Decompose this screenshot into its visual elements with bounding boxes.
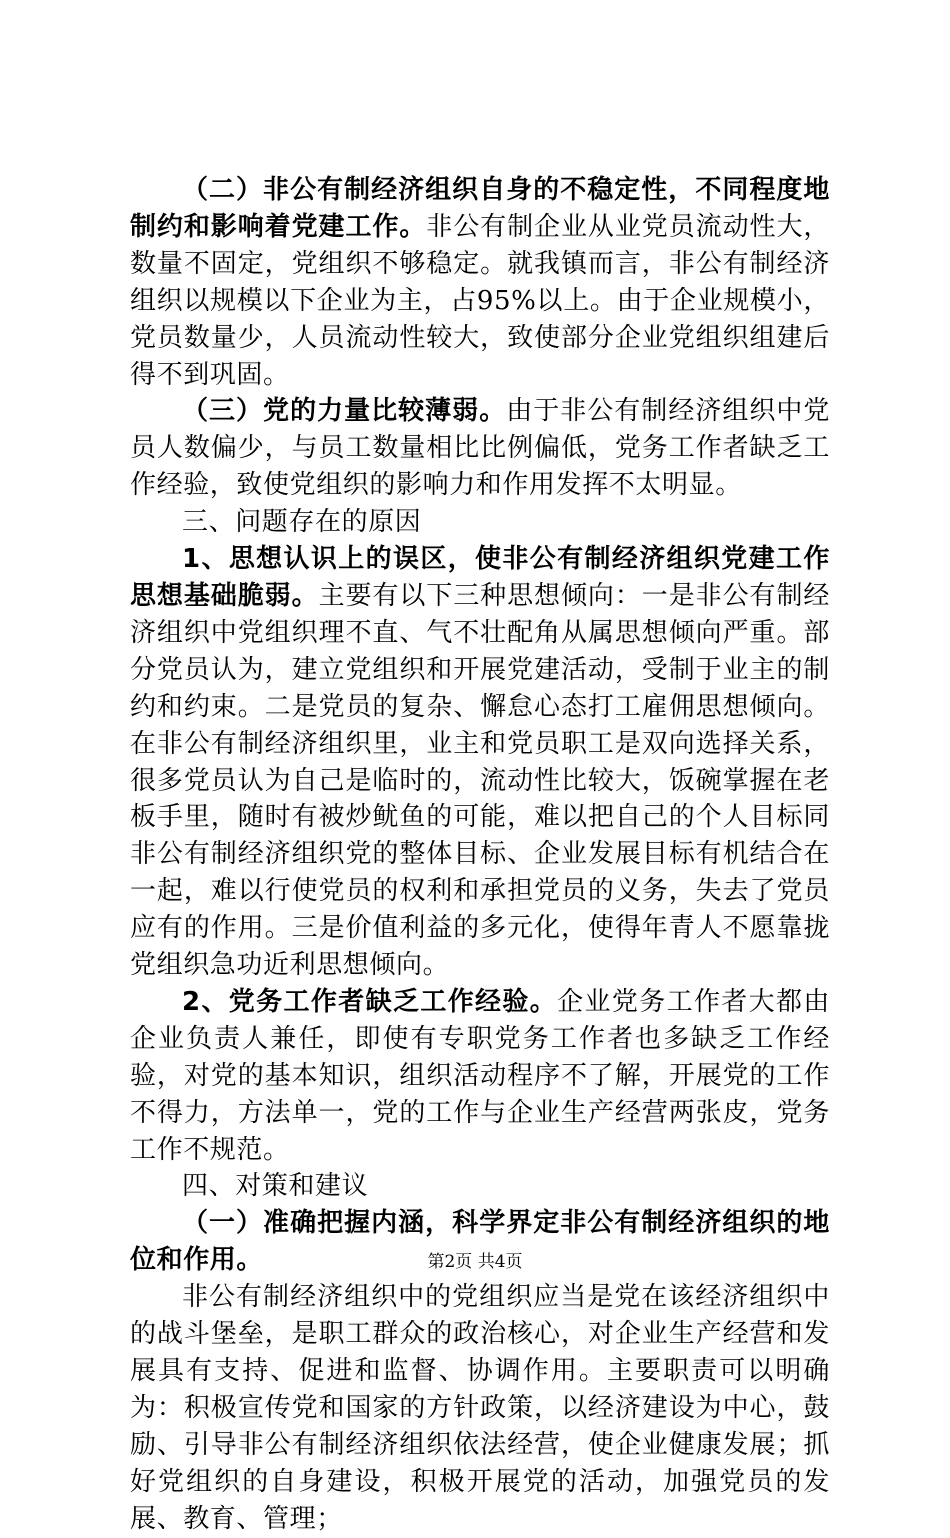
paragraph-weak-force: [130, 393, 830, 504]
paragraph-text: 由于非公有制经济组织中党员人数偏少，与员工数量相比比例偏低，党务工作者缺乏工作经验，致使党组织的影响力和作用发挥不太明显。: [130, 396, 831, 501]
paragraph-lead: （三）党的力量比较薄弱。: [182, 396, 507, 427]
paragraph-lead: （二）非公有制经济组织自身的不稳定性，不同程度地制约和影响着党建工作。: [130, 175, 830, 242]
paragraph-lead: 1、思想认识上的误区，使非公有制经济组织党建工作思想基础脆弱。: [130, 544, 830, 611]
paragraph-text: 非公有制企业从业党员流动性大，数量不固定，党组织不够稳定。就我镇而言，非公有制经济组织以规模以下企业为主，占95%以上。由于企业规模小，党员数量少，人员流动性较大，致使部分企业党组织组建后得不到巩固。: [130, 211, 830, 390]
page-number-footer: 第2页 共4页: [427, 1252, 523, 1272]
section-heading-suggestions: 四、对策和建议: [182, 1171, 369, 1202]
paragraph-text: 企业党务工作者大都由企业负责人兼任，即使有专职党务工作者也多缺乏工作经验，对党的基本知识，组织活动程序不了解，开展党的工作不得力，方法单一，党的工作与企业生产经营两张皮，党务工作不规范。: [130, 986, 830, 1165]
paragraph-misconceptions: [130, 541, 830, 984]
section-heading-causes: 三、问题存在的原因: [182, 507, 422, 538]
paragraph-lack-experience: [130, 984, 830, 1169]
paragraph-text: 非公有制经济组织中的党组织应当是党在该经济组织中的战斗堡垒，是职工群众的政治核心，对企业生产经营和发展具有支持、促进和监督、协调作用。主要职责可以明确为：积极宣传党和国家的方针政策，以经济建设为中心，鼓励、引导非公有制经济组织依法经营，使企业健康发展；抓好党组织的自身建设，积极开展党的活动，加强党员的发展、教育、管理；: [130, 1282, 830, 1534]
document-body: [130, 172, 830, 1538]
paragraph-lead: （一）准确把握内涵，科学界定非公有制经济组织的地位和作用。: [130, 1208, 830, 1276]
paragraph-text: 主要有以下三种思想倾向：一是非公有制经济组织中党组织理不直、气不壮配角从属思想倾向严重。部分党员认为，建立党组织和开展党建活动，受制于业主的制约和约束。二是党员的复杂、懈怠心态打工雇佣思想倾向。在非公有制经济组织里，业主和党员职工是双向选择关系，很多党员认为自己是临时的，流动性比较大，饭碗掌握在老板手里，随时有被炒鱿鱼的可能，难以把自己的个人目标同非公有制经济组织党的整体目标、企业发展目标有机结合在一起，难以行使党员的权利和承担党员的义务，失去了党员应有的作用。三是价值利益的多元化，使得年青人不愿靠拢党组织急功近利思想倾向。: [130, 580, 831, 981]
paragraph-party-organization-duties: [130, 1279, 830, 1537]
paragraph-lead: 2、党务工作者缺乏工作经验。: [182, 986, 558, 1017]
paragraph-instability: [130, 172, 830, 393]
